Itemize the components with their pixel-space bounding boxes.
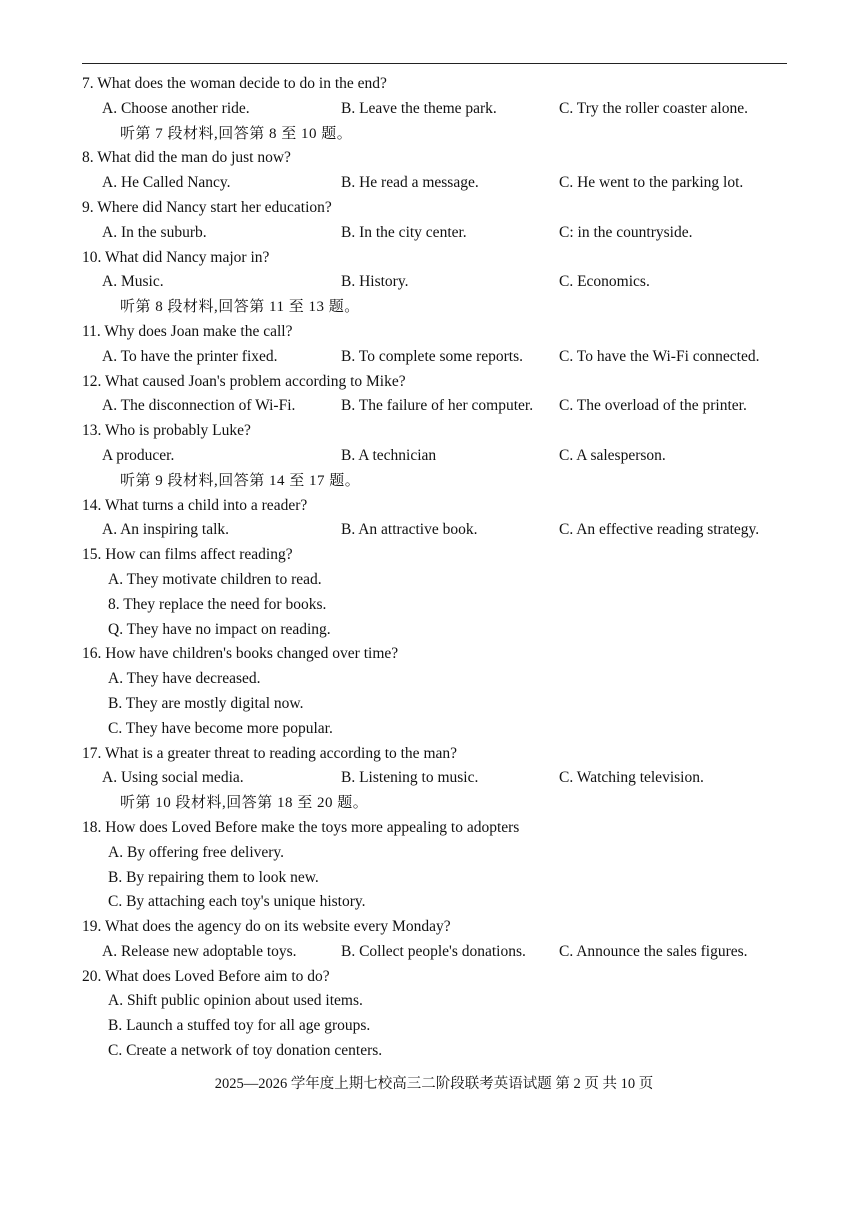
section-instruction: 听第 9 段材料,回答第 14 至 17 题。 [120, 472, 361, 489]
option-line: A. By offering free delivery. [108, 843, 285, 861]
option-b: B. He read a message. [341, 174, 479, 192]
options-row [82, 171, 802, 196]
options-row [82, 97, 802, 122]
options-row [82, 518, 802, 543]
option-b: B. To complete some reports. [341, 347, 524, 365]
option-line: C. Create a network of toy donation centers. [108, 1042, 383, 1060]
option-c: C: in the countryside. [559, 223, 693, 241]
option-b: B. Listening to music. [341, 769, 479, 787]
option-line: A. Shift public opinion about used items. [108, 992, 363, 1010]
option-line: A. They motivate children to read. [108, 570, 322, 588]
question-text: 18. How does Loved Before make the toys more appealing to adopters [82, 818, 520, 836]
option-a: A. The disconnection of Wi-Fi. [102, 397, 296, 415]
option-b: B. History. [341, 273, 409, 291]
option-a: A producer. [102, 446, 175, 464]
section-instruction: 听第 8 段材料,回答第 11 至 13 题。 [120, 299, 360, 316]
option-line: Q. They have no impact on reading. [108, 620, 331, 638]
question-text: 11. Why does Joan make the call? [82, 322, 293, 340]
option-c: C. Announce the sales figures. [559, 942, 748, 960]
question-text: 15. How can films affect reading? [82, 546, 293, 564]
options-row [82, 444, 802, 469]
question-text: 16. How have children's books changed over time? [82, 645, 399, 663]
option-c: C. Try the roller coaster alone. [559, 99, 748, 117]
option-c: C. Economics. [559, 273, 650, 291]
page-footer: 2025—2026 学年度上期七校高三二阶段联考英语试题 第 2 页 共 10 页 [214, 1076, 654, 1092]
section-instruction: 听第 10 段材料,回答第 18 至 20 题。 [120, 795, 369, 812]
option-line: B. They are mostly digital now. [108, 694, 304, 712]
option-c: C. An effective reading strategy. [559, 521, 760, 539]
option-a: A. Using social media. [102, 769, 244, 787]
question-text: 8. What did the man do just now? [82, 149, 291, 167]
option-b: B. The failure of her computer. [341, 397, 534, 415]
options-row [82, 940, 802, 965]
option-a: A. To have the printer fixed. [102, 347, 278, 365]
options-row [82, 394, 802, 419]
option-c: C. He went to the parking lot. [559, 174, 744, 192]
question-text: 7. What does the woman decide to do in the end? [82, 75, 387, 92]
option-c: C. Watching television. [559, 769, 704, 787]
option-b: B. An attractive book. [341, 521, 478, 539]
options-row [82, 221, 802, 246]
section-instruction: 听第 7 段材料,回答第 8 至 10 题。 [120, 125, 353, 142]
question-text: 9. Where did Nancy start her education? [82, 198, 332, 216]
option-b: B. Leave the theme park. [341, 99, 497, 117]
question-text: 20. What does Loved Before aim to do? [82, 967, 330, 985]
option-b: B. Collect people's donations. [341, 942, 526, 960]
option-c: C. A salesperson. [559, 446, 666, 464]
option-b: B. A technician [341, 446, 437, 464]
option-line: A. They have decreased. [108, 670, 261, 688]
question-text: 19. What does the agency do on its website every Monday? [82, 918, 451, 936]
question-text: 14. What turns a child into a reader? [82, 496, 308, 514]
option-line: C. By attaching each toy's unique history. [108, 893, 366, 911]
option-a: A. In the suburb. [102, 223, 207, 241]
top-rule [82, 63, 787, 64]
question-text: 12. What caused Joan's problem according to Mike? [82, 372, 406, 390]
options-row [82, 345, 802, 370]
question-text: 10. What did Nancy major in? [82, 248, 270, 266]
option-a: A. He Called Nancy. [102, 174, 231, 192]
options-row [82, 766, 802, 791]
option-line: B. Launch a stuffed toy for all age groups. [108, 1017, 371, 1035]
option-a: A. Release new adoptable toys. [102, 942, 297, 960]
option-line: B. By repairing them to look new. [108, 868, 319, 886]
option-a: A. Music. [102, 273, 164, 291]
options-row [82, 270, 802, 295]
question-text: 17. What is a greater threat to reading according to the man? [82, 744, 458, 762]
option-a: A. An inspiring talk. [102, 521, 230, 539]
question-text: 13. Who is probably Luke? [82, 422, 251, 440]
option-c: C. The overload of the printer. [559, 397, 747, 415]
option-c: C. To have the Wi-Fi connected. [559, 347, 760, 365]
option-a: A. Choose another ride. [102, 99, 250, 117]
question-list [82, 72, 802, 1064]
option-line: C. They have become more popular. [108, 719, 333, 737]
option-line: 8. They replace the need for books. [108, 595, 327, 613]
option-b: B. In the city center. [341, 223, 467, 241]
